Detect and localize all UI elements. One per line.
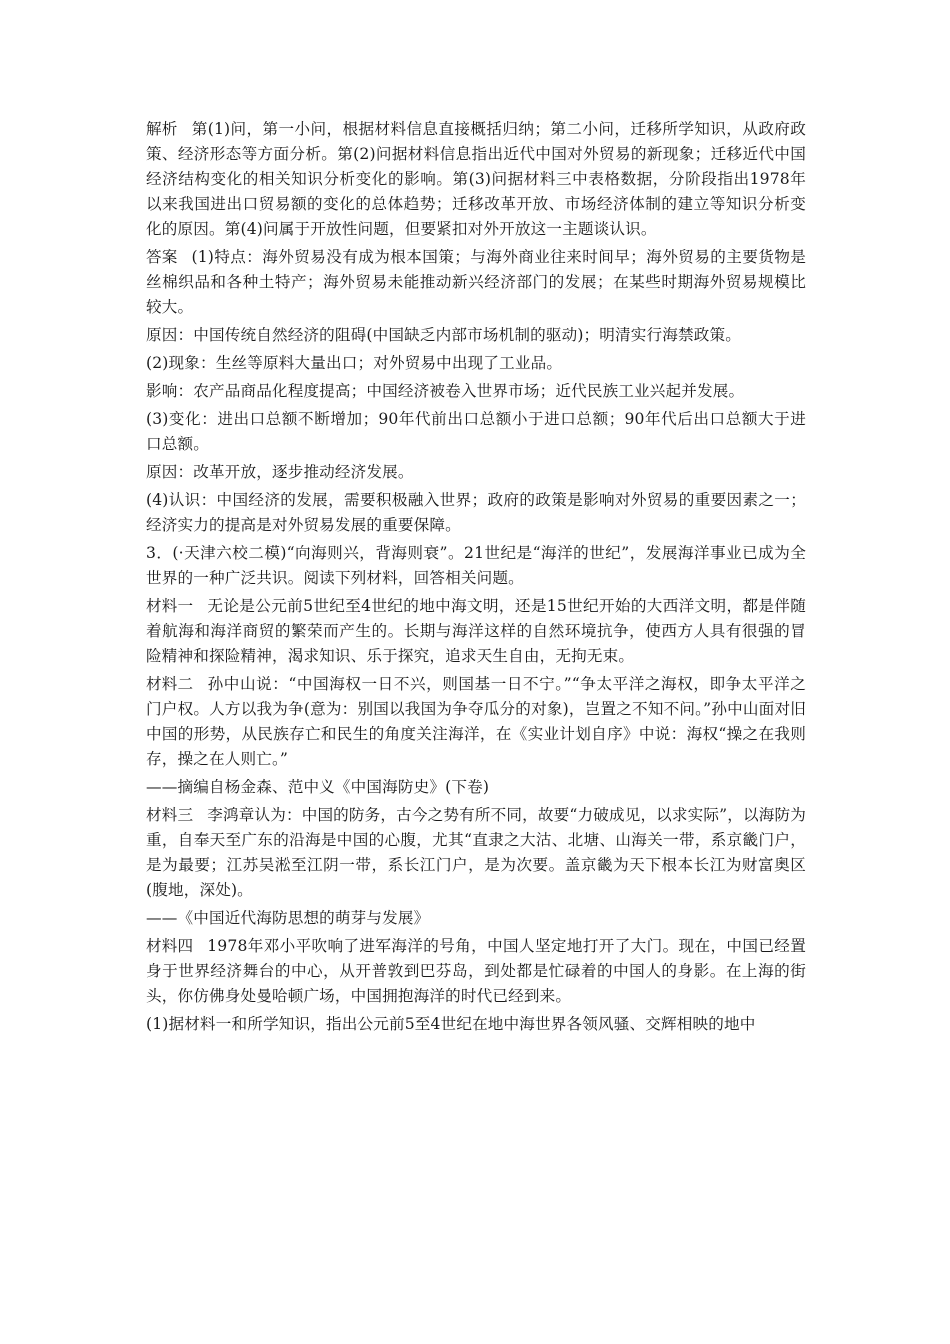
material-two-source: ——摘编自杨金森、范中义《中国海防史》(下卷) [146,778,490,796]
material-three [146,803,806,903]
material-four-label: 材料四 [146,937,194,955]
material-three-text: 李鸿章认为：中国的防务，古今之势有所不同，故要“力破成见，以求实际”，以海防为重，自奉天至广东的沿海是中国的心腹，尤其“直隶之大沽、北塘、山海关一带，系京畿门户，是为最要；江苏吴淞至江阴一带，系长江门户，是为次要。盖京畿为天下根本长江为财富奥区(腹地，深处)。 [146,806,806,899]
material-two-text: 孙中山说：“中国海权一日不兴，则国基一日不宁。”“争太平洋之海权，即争太平洋之门户权。人方以我为争(意为：别国以我国为争夺瓜分的对象)，岂置之不知不问。”孙中山面对旧中国的形势，从民族存亡和民生的角度关注海洋，在《实业计划自序》中说：海权“操之在我则存，操之在人则亡。” [146,675,806,768]
material-one-text: 无论是公元前5世纪至4世纪的地中海文明，还是15世纪开始的大西洋文明，都是伴随着航海和海洋商贸的繁荣而产生的。长期与海洋这样的自然环境抗争，使西方人具有很强的冒险精神和探险精神，渴求知识、乐于探究，追求天生自由，无拘无束。 [146,597,806,665]
answer-line: (3)变化：进出口总额不断增加；90年代前出口总额小于进口总额；90年代后出口总额大于进口总额。 [146,410,806,453]
question-stem: 3．(·天津六校二模)“向海则兴，背海则衰”。21世纪是“海洋的世纪”，发展海洋事业已成为全世界的一种广泛共识。阅读下列材料，回答相关问题。 [146,544,806,587]
answer-line: 原因：改革开放，逐步推动经济发展。 [146,463,414,481]
material-one [146,594,806,669]
material-two-label: 材料二 [146,675,194,693]
answer-paragraph [146,245,806,320]
material-two [146,672,806,772]
answer-line: 原因：中国传统自然经济的阻碍(中国缺乏内部市场机制的驱动)；明清实行海禁政策。 [146,326,741,344]
answer-line: (4)认识：中国经济的发展，需要积极融入世界；政府的政策是影响对外贸易的重要因素之一；经济实力的提高是对外贸易发展的重要保障。 [146,491,806,534]
document-page [146,117,806,1037]
sub-question-one: (1)据材料一和所学知识，指出公元前5至4世纪在地中海世界各领风骚、交辉相映的地中 [146,1015,756,1033]
material-four-text: 1978年邓小平吹响了进军海洋的号角，中国人坚定地打开了大门。现在，中国已经置身于世界经济舞台的中心，从开普敦到巴芬岛，到处都是忙碌着的中国人的身影。在上海的街头，你仿佛身处曼哈顿广场，中国拥抱海洋的时代已经到来。 [146,937,806,1005]
material-four [146,934,806,1009]
material-three-label: 材料三 [146,806,194,824]
material-three-source: ——《中国近代海防思想的萌芽与发展》 [146,909,430,927]
answer-line: (2)现象：生丝等原料大量出口；对外贸易中出现了工业品。 [146,354,563,372]
material-one-label: 材料一 [146,597,194,615]
analysis-label: 解析 [146,120,178,138]
analysis-text: 第(1)问，第一小问，根据材料信息直接概括归纳；第二小问，迁移所学知识，从政府政策、经济形态等方面分析。第(2)问据材料信息指出近代中国对外贸易的新现象；迁移近代中国经济结构变化的相关知识分析变化的影响。第(3)问据材料三中表格数据，分阶段指出1978年以来我国进出口贸易额的变化的总体趋势；迁移改革开放、市场经济体制的建立等知识分析变化的原因。第(4)问属于开放性问题，但要紧扣对外开放这一主题谈认识。 [146,120,806,238]
answer-line: 影响：农产品商品化程度提高；中国经济被卷入世界市场；近代民族工业兴起并发展。 [146,382,745,400]
analysis-paragraph [146,117,806,242]
answer-text: (1)特点：海外贸易没有成为根本国策；与海外商业往来时间早；海外贸易的主要货物是丝棉织品和各种土特产；海外贸易未能推动新兴经济部门的发展；在某些时期海外贸易规模比较大。 [146,248,806,316]
answer-label: 答案 [146,248,178,266]
